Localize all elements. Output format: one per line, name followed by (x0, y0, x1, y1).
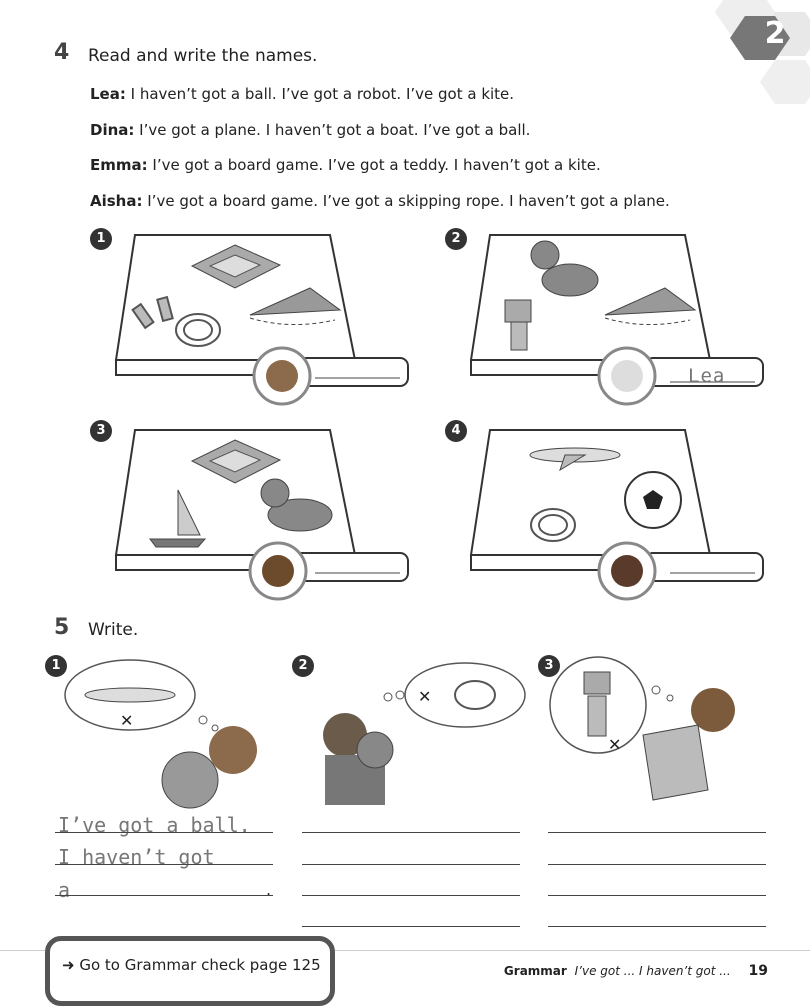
panel-1-number: 1 (90, 228, 112, 250)
panel-3-illustration (110, 425, 420, 605)
panel-2-answer: Lea (688, 365, 726, 387)
unit-number: 2 (764, 16, 786, 51)
example-line-3: a (58, 878, 71, 902)
panel-2-illustration (465, 230, 775, 410)
exercise-5-title: Write. (88, 620, 139, 640)
answer-line[interactable] (302, 926, 520, 927)
exercise-4-title: Read and write the names. (88, 46, 318, 66)
statement-emma: Emma: I’ve got a board game. I’ve got a teddy. I haven’t got a kite. (90, 156, 601, 174)
answer-line[interactable] (548, 832, 766, 833)
page-footer (504, 963, 768, 979)
item-1-illustration (55, 650, 275, 810)
exercise-4-number: 4 (54, 40, 70, 65)
statement-lea: Lea: I haven’t got a ball. I’ve got a robot. I’ve got a kite. (90, 85, 515, 103)
exercise-5-number: 5 (54, 615, 70, 640)
panel-4-number: 4 (445, 420, 467, 442)
item-2-number: 2 (292, 655, 314, 677)
item-3-illustration (548, 650, 778, 810)
example-line-period: . (266, 880, 272, 899)
statement-aisha: Aisha: I’ve got a board game. I’ve got a skipping rope. I haven’t got a plane. (90, 192, 670, 210)
grammar-check-link[interactable]: ➜ Go to Grammar check page 125 (62, 956, 321, 974)
example-line-2: I haven’t got (58, 845, 215, 869)
cross-icon: ✕ (120, 711, 134, 730)
ball-icon (625, 472, 681, 528)
item-3-number: 3 (538, 655, 560, 677)
answer-line[interactable] (302, 832, 520, 833)
cross-icon: ✕ (418, 687, 432, 706)
answer-line[interactable] (548, 926, 766, 927)
answer-line[interactable] (548, 895, 766, 896)
answer-line[interactable] (302, 895, 520, 896)
robot-icon (584, 672, 610, 736)
page-number: 19 (748, 963, 768, 979)
answer-line[interactable] (302, 864, 520, 865)
panel-3-number: 3 (90, 420, 112, 442)
panel-2-number: 2 (445, 228, 467, 250)
ball-icon (162, 752, 218, 808)
child-avatar (209, 726, 257, 774)
footer-section: Grammar (503, 964, 567, 978)
item-1-number: 1 (45, 655, 67, 677)
panel-4-illustration (465, 425, 775, 605)
item-2-illustration (300, 650, 530, 810)
footer-topic: I’ve got ... I haven’t got ... (574, 964, 731, 978)
answer-line[interactable] (548, 864, 766, 865)
panel-1-illustration (110, 230, 420, 410)
plane-icon (85, 688, 175, 702)
statement-dina: Dina: I’ve got a plane. I haven’t got a boat. I’ve got a ball. (90, 121, 531, 139)
cross-icon: ✕ (608, 735, 622, 754)
unit-badge (700, 0, 810, 110)
board-game-icon (643, 725, 708, 800)
arrow-right-icon: ➜ (62, 956, 75, 974)
example-line-1: I’ve got a ball. (58, 813, 251, 837)
teddy-icon (357, 732, 393, 768)
